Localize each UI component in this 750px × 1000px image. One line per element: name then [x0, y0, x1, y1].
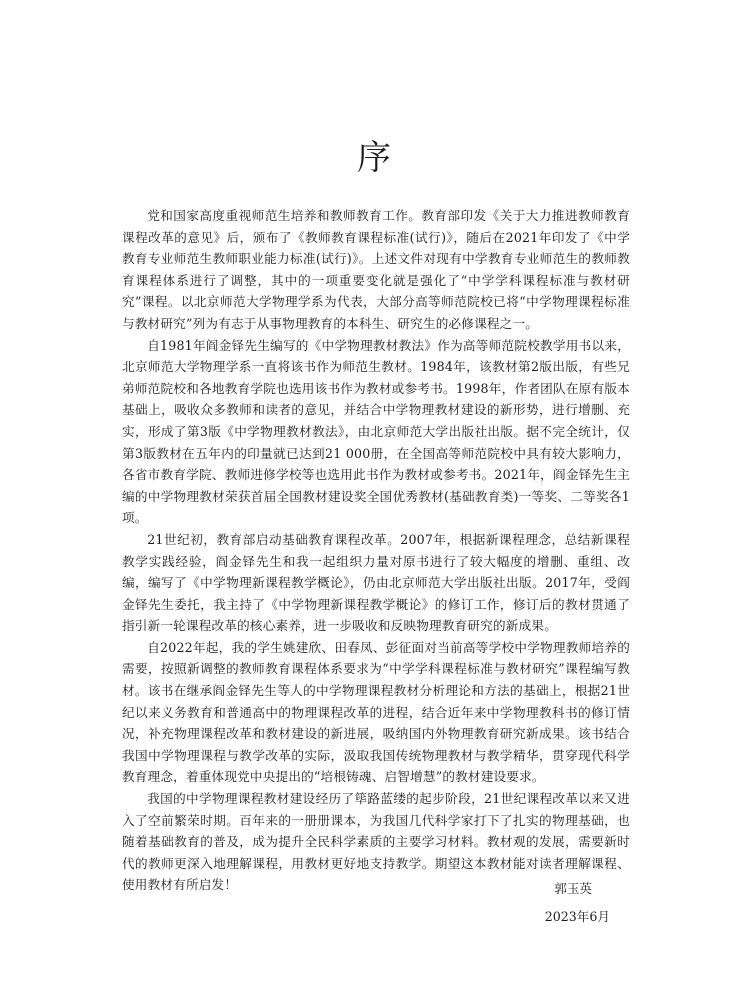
paragraph-4: 自2022年起，我的学生姚建欣、田春凤、彭征面对当前高等学校中学物理教师培养的需要，按照新调整的教师教育课程体系要求为“中学学科课程标准与教材研究”课程编写教材。该书在继承阎金铎先生等人的中学物理课程教材分析理论和方法的基础上，根据21世纪以来义务教育和普通高中的物理课程改革的进程，结合近年来中学物理教科书的修订情况，补充物理课程改革和教材建设的新进展，吸纳国内外物理教育研究新成果。该书结合我国中学物理课程与教学改革的实际，汲取我国传统物理教材与教学精华，贯穿现代科学教育理念，着重体现党中央提出的“培根铸魂、启智增慧”的教材建设要求。	[122, 639, 630, 785]
signature-date: 2023年6月	[544, 909, 610, 924]
author-signature: 郭玉英	[554, 881, 592, 896]
paragraph-2: 自1981年阎金铎先生编写的《中学物理教材教法》作为高等师范院校教学用书以来，北京师范大学物理学系一直将该书作为师范生教材。1984年，该教材第2版出版，有些兄弟师范院校和各地教育学院也选用该书作为教材或参考书。1998年，作者团队在原有版本基础上，吸收众多教师和读者的意见，并结合中学物理教材建设的新形势，进行增删、充实，形成了第3版《中学物理教材教法》，由北京师范大学出版社出版。据不完全统计，仅第3版教材在五年内的印量就已达到21 000册，在全国高等师范院校中具有较大影响力，各省市教育学院、教师进修学校等也选用此书作为教材或参考书。2021年，阎金铎先生主编的中学物理教材荣获首届全国教材建设奖全国优秀教材(基础教育类)一等奖、二等奖各1项。	[122, 337, 630, 526]
paragraph-1: 党和国家高度重视师范生培养和教师教育工作。教育部印发《关于大力推进教师教育课程改革的意见》后，颁布了《教师教育课程标准(试行)》，随后在2021年印发了《中学教育专业师范生教师职业能力标准(试行)》。上述文件对现有中学教育专业师范生的教师教育课程体系进行了调整，其中的一项重要变化就是强化了“中学学科课程标准与教材研究”课程。以北京师范大学物理学系为代表，大部分高等师范院校已将“中学物理课程标准与教材研究”列为有志于从事物理教育的本科生、研究生的必修课程之一。	[122, 208, 630, 331]
paragraph-5: 我国的中学物理课程教材建设经历了筚路蓝缕的起步阶段，21世纪课程改革以来又进入了空前繁荣时期。百年来的一册册课本，为我国几代科学家打下了扎实的物理基础，也随着基础教育的普及，成为提升全民科学素质的主要学习材料。教材观的发展，需要新时代的教师更深入地理解课程，用教材更好地支持教学。期望这本教材能对读者理解课程、使用教材有所启发！	[122, 791, 630, 893]
page-title: 序	[357, 138, 393, 178]
paragraph-3: 21世纪初，教育部启动基础教育课程改革。2007年，根据新课程理念，总结新课程教学实践经验，阎金铎先生和我一起组织力量对原书进行了较大幅度的增删、重组、改编，编写了《中学物理新课程教学概论》，仍由北京师范大学出版社出版。2017年，受阎金铎先生委托，我主持了《中学物理新课程教学概论》的修订工作，修订后的教材贯通了指引新一轮课程改革的核心素养，进一步吸收和反映物理教育研究的新成果。	[122, 531, 630, 634]
preface-body	[122, 205, 630, 896]
